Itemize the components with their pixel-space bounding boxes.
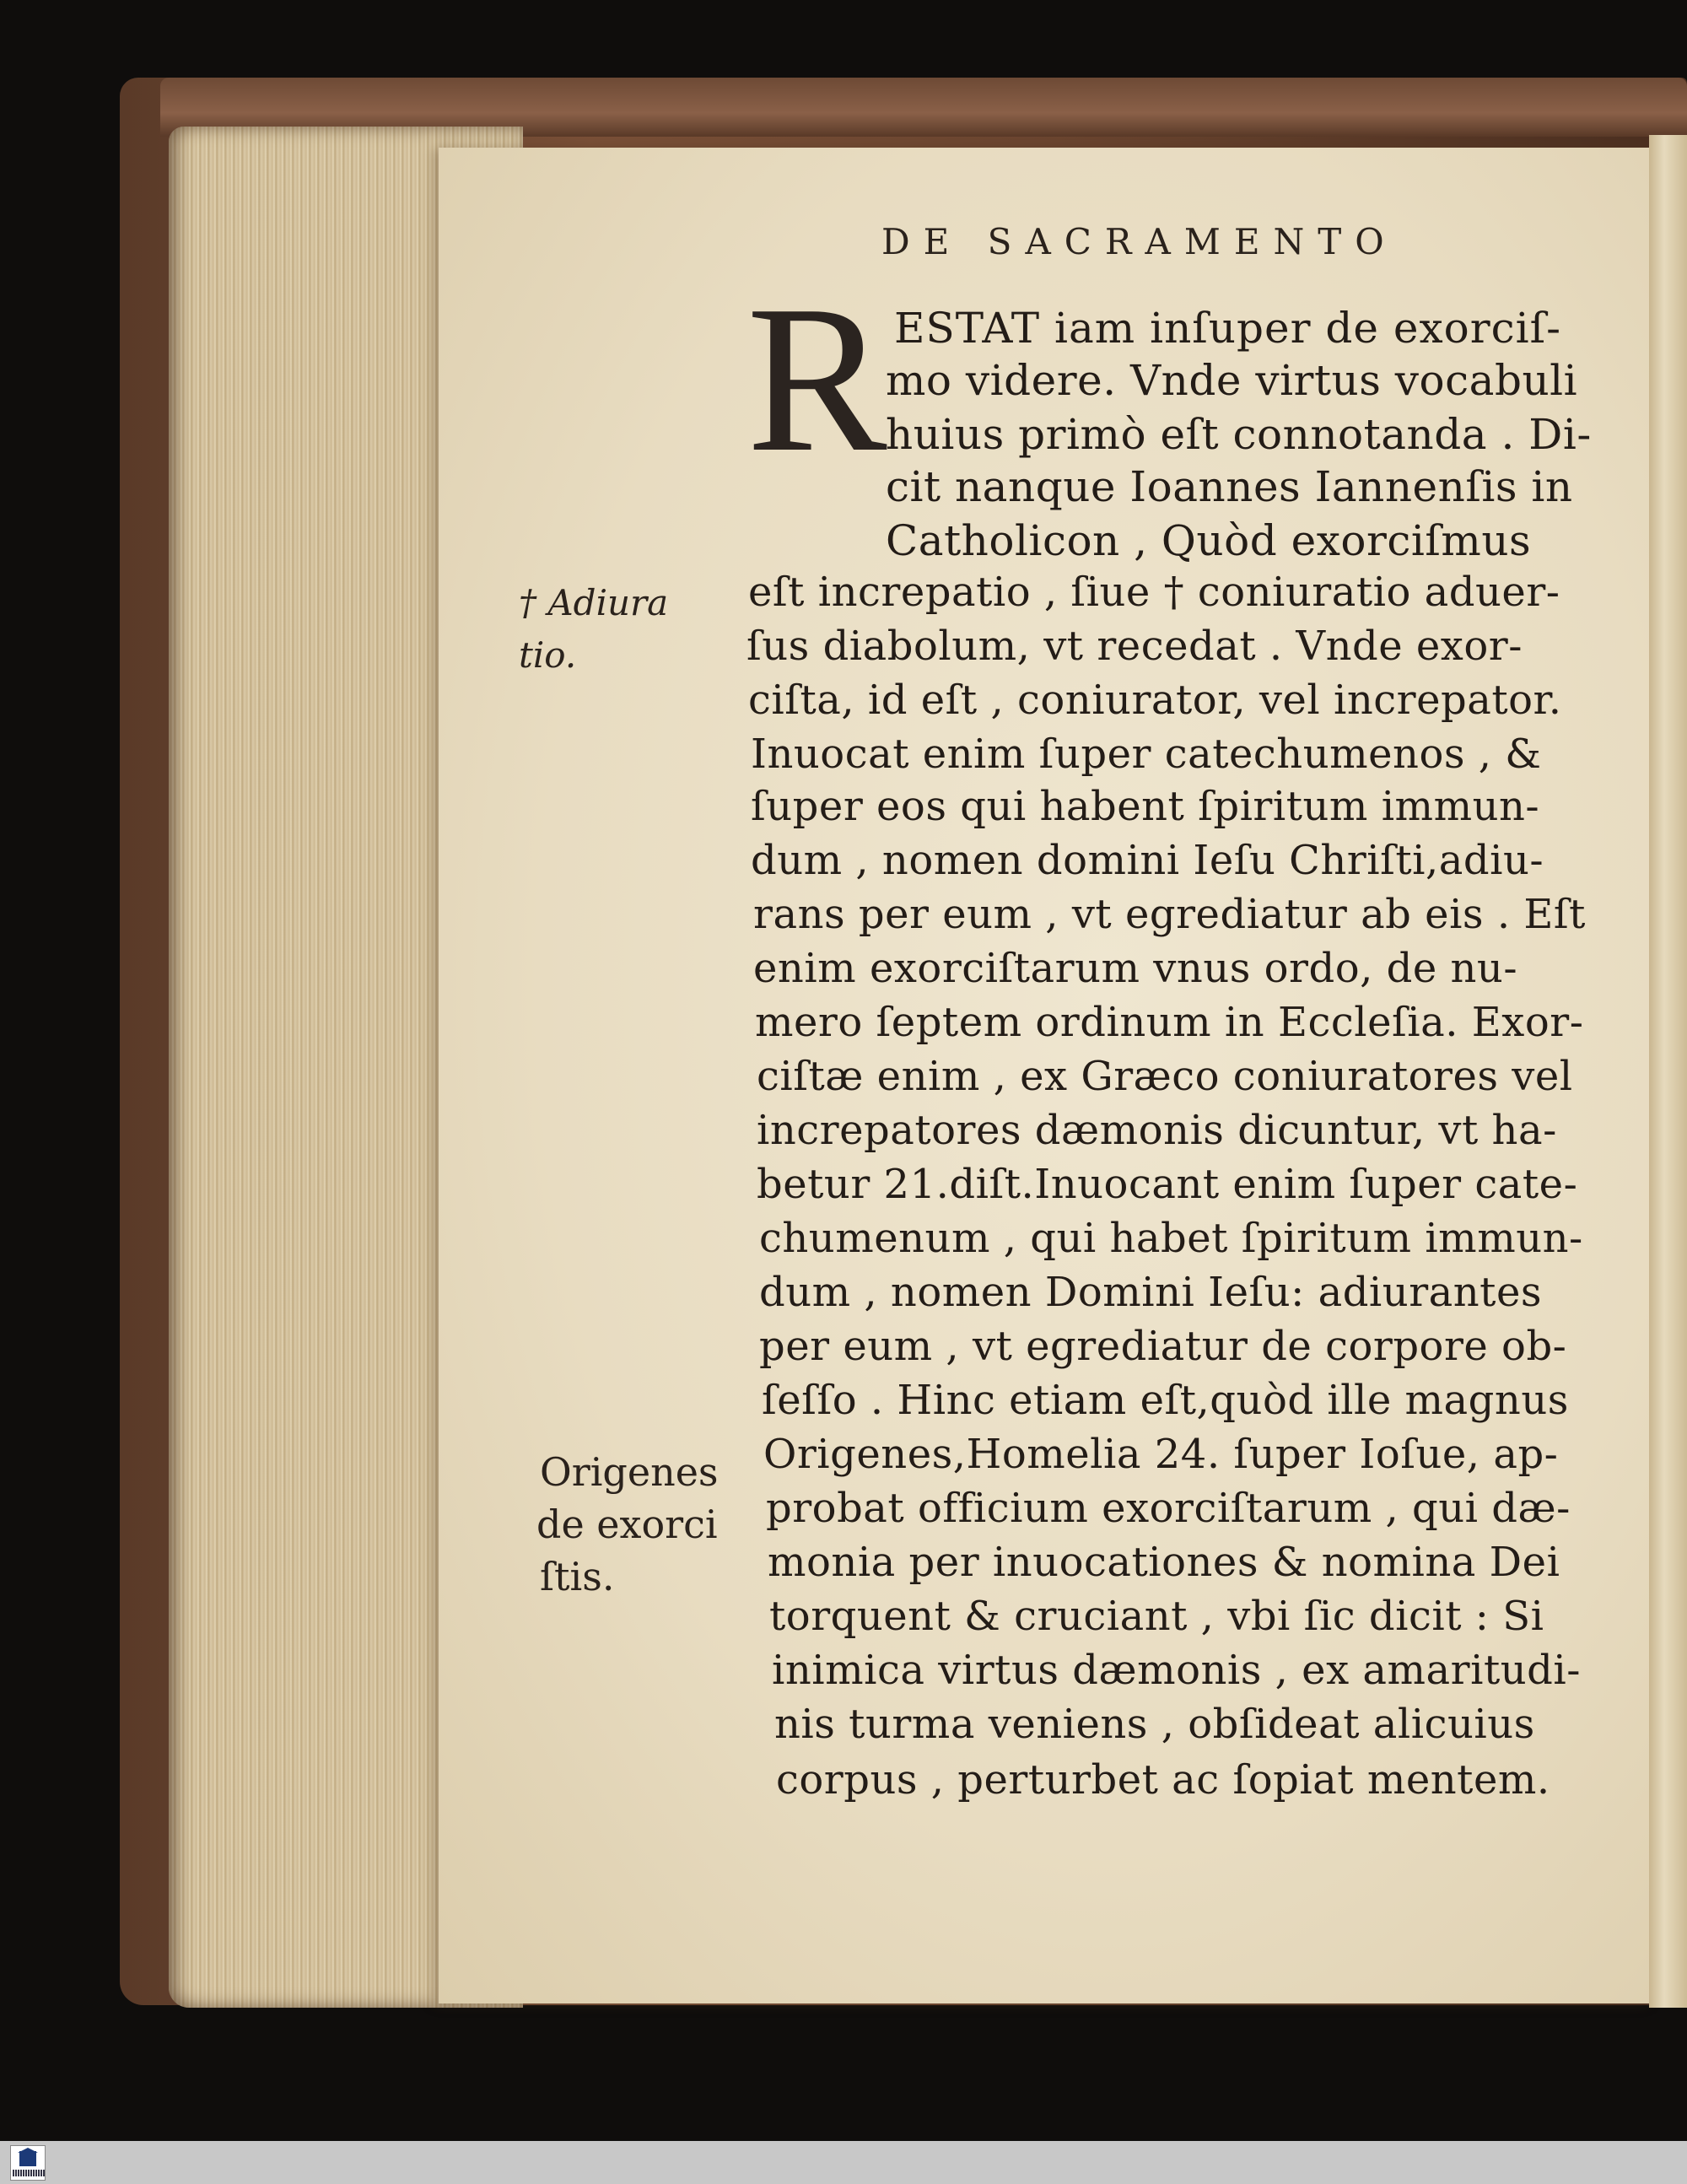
text-line: dum , nomen domini Ieſu Chriſti,adiu- [751,837,1544,884]
text-line: chumenum , qui habet ſpiritum immun- [759,1215,1583,1262]
text-line: dum , nomen Domini Ieſu: adiurantes [759,1269,1542,1316]
text-line: huius primò eſt connotanda . Di- [886,410,1592,459]
text-line: rans per eum , vt egrediatur ab eis . Eſt [753,891,1586,938]
text-line: per eum , vt egrediatur de corpore ob- [759,1323,1567,1370]
text-line: monia per inuocationes & nomina Dei [768,1539,1560,1586]
text-line: ciſta, id eſt , coniurator, vel increpator. [748,677,1562,724]
text-line: inimica virtus dæmonis , ex amaritudi- [772,1647,1581,1694]
text-line: enim exorciſtarum vnus ordo, de nu- [753,945,1518,992]
text-line: corpus , perturbet ac ſopiat mentem. [776,1756,1550,1804]
text-line: nis turma veniens , obſideat alicuius [774,1701,1535,1748]
margin-note-origenes-end: ſtis. [540,1554,615,1599]
viewer-footer-bar [0,2141,1687,2184]
running-header: DE SACRAMENTO [881,221,1398,262]
text-line: probat officium exorciſtarum , qui dæ- [766,1485,1571,1532]
text-line: cit nanque Ioannes Iannenſis in [886,462,1573,511]
margin-note-adiuratio-cont: tio. [519,634,577,676]
text-line: increpatores dæmonis dicuntur, vt ha- [757,1107,1557,1154]
text-line: betur 21.diſt.Inuocant enim ſuper cate- [757,1161,1578,1208]
text-line: ciſtæ enim , ex Græco coniuratores vel [757,1053,1573,1100]
text-line: mero ſeptem ordinum in Eccleſia. Exor- [755,999,1584,1046]
facing-page-edge [1649,135,1687,2008]
text-line: Inuocat enim ſuper catechumenos , & [751,731,1542,778]
text-line: ſus diabolum, vt recedat . Vnde exor- [746,623,1523,670]
text-line: torquent & cruciant , vbi ſic dicit : Si [769,1593,1544,1640]
text-line: ESTAT iam inſuper de exorciſ- [894,304,1562,353]
text-line: Origenes,Homelia 24. ſuper Ioſue, ap- [763,1431,1559,1478]
margin-note-origenes: Origenes [540,1449,719,1495]
text-line: Catholicon , Quòd exorciſmus [886,516,1532,565]
text-line: ſeſſo . Hinc etiam eſt,quòd ille magnus [762,1377,1569,1424]
text-line: ſuper eos qui habent ſpiritum immun- [751,783,1540,830]
text-line: eſt increpatio , ſiue † coniuratio aduer- [748,569,1560,616]
text-line: mo videre. Vnde virtus vocabuli [886,356,1578,405]
margin-note-adiuratio: † Adiura [519,582,669,623]
margin-note-origenes-cont: de exorci [536,1502,718,1547]
library-logo-icon[interactable] [10,2145,46,2181]
drop-capital: R [746,262,887,496]
